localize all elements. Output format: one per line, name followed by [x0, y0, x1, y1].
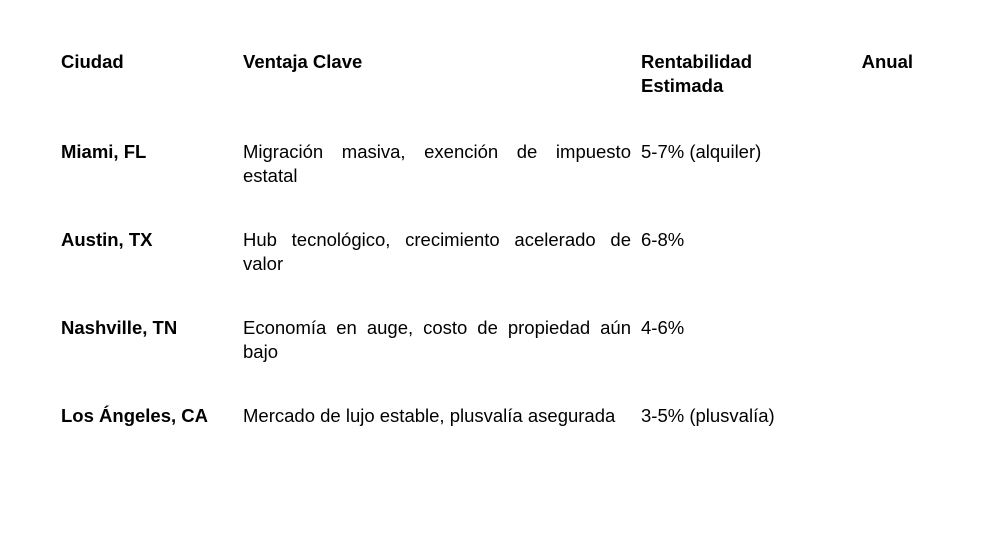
header-return-word2: Anual [861, 51, 913, 72]
table-row [61, 140, 921, 228]
table-row [61, 404, 921, 464]
header-advantage: Ventaja Clave [243, 51, 363, 72]
return-cell: 4-6% [641, 317, 685, 338]
advantage-cell: Mercado de lujo estable, plusvalía asegurada [243, 405, 616, 426]
header-city: Ciudad [61, 51, 124, 72]
header-return [641, 50, 921, 98]
header-return-word1: Rentabilidad [641, 51, 753, 72]
city-cell: Miami, FL [61, 141, 147, 162]
return-cell: 3-5% (plusvalía) [641, 405, 775, 426]
return-cell: 6-8% [641, 229, 685, 250]
table-row [61, 316, 921, 404]
header-return-word3: Estimada [641, 75, 724, 96]
table-header-row [61, 50, 921, 140]
investment-cities-table [61, 50, 921, 464]
city-cell: Nashville, TN [61, 317, 178, 338]
advantage-cell: Economía en auge, costo de propiedad aún bajo [243, 317, 631, 362]
advantage-cell: Migración masiva, exención de impuesto estatal [243, 141, 631, 186]
city-cell: Austin, TX [61, 229, 153, 250]
return-cell: 5-7% (alquiler) [641, 141, 762, 162]
city-cell: Los Ángeles, CA [61, 405, 208, 426]
advantage-cell: Hub tecnológico, crecimiento acelerado de valor [243, 229, 631, 274]
table-row [61, 228, 921, 316]
